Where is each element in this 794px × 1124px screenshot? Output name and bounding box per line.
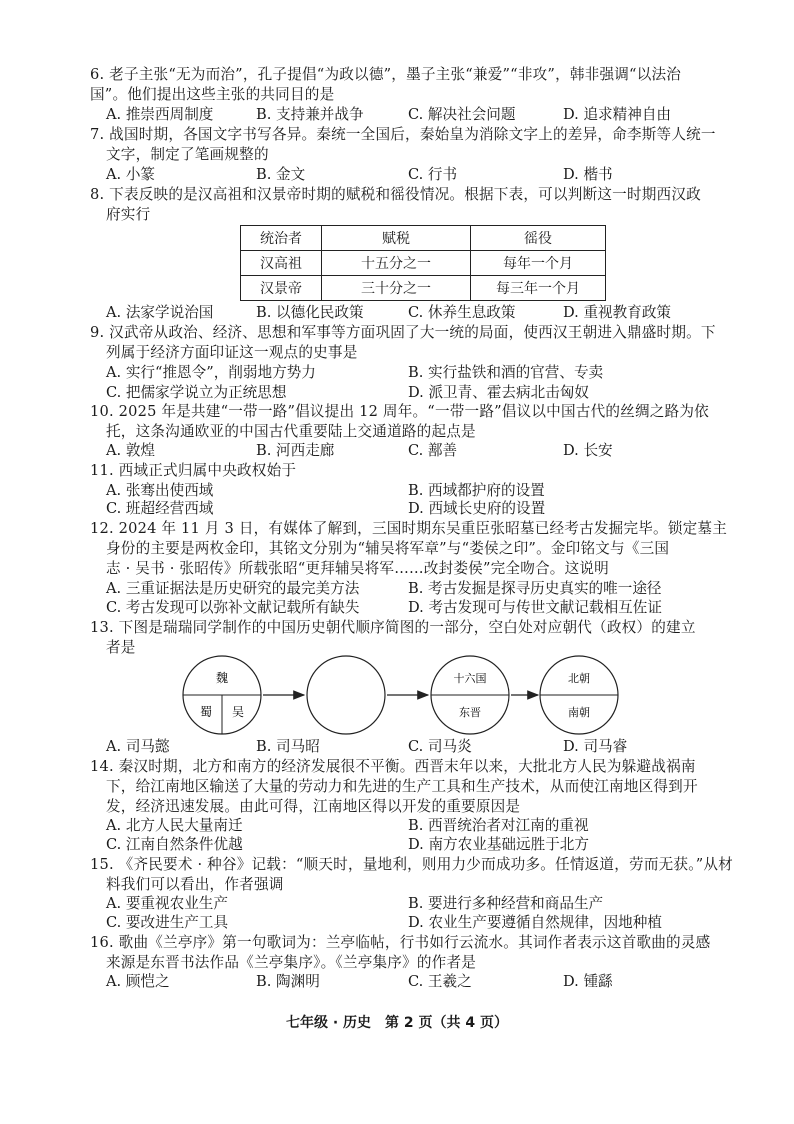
q10-option-c: C. 鄯善 — [408, 442, 458, 459]
q11-stem-line-1: 11. 西域正式归属中央政权始于 — [90, 462, 297, 479]
table-header-cell: 赋税 — [322, 226, 471, 251]
table-header-row — [241, 226, 606, 251]
q15-stem-line-1: 15. 《齐民要术 · 种谷》记载：“顺天时，量地利，则用力少而成功多。任情返道，劳而无获。”从材 — [90, 856, 733, 873]
q13-stem-line-1: 13. 下图是瑞瑞同学制作的中国历史朝代顺序简图的一部分，空白处对应朝代（政权）的建立 — [90, 619, 696, 636]
q15-option-a: A. 要重视农业生产 — [106, 895, 228, 912]
q14-option-a: A. 北方人民大量南迁 — [106, 817, 243, 834]
q16-option-c: C. 王羲之 — [408, 973, 472, 990]
label-eastern-jin: 东晋 — [459, 706, 481, 719]
q6-option-d: D. 追求精神自由 — [563, 106, 672, 123]
table-cell: 汉高祖 — [241, 251, 322, 276]
label-northern-dynasties: 北朝 — [568, 672, 590, 685]
q14-stem-line-1: 14. 秦汉时期，北方和南方的经济发展很不平衡。西晋末年以来，大批北方人民为躲避战祸南 — [90, 758, 696, 775]
q9-option-a: A. 实行“推恩令”，削弱地方势力 — [106, 364, 316, 381]
q9-stem-line-2: 列属于经济方面印证这一观点的史事是 — [106, 344, 358, 361]
q8-option-d: D. 重视教育政策 — [563, 304, 672, 321]
table-cell: 三十分之一 — [322, 276, 471, 301]
q11-option-a: A. 张骞出使西域 — [106, 482, 214, 499]
label-southern-dynasties: 南朝 — [568, 706, 590, 719]
q13-stem-line-2: 者是 — [106, 639, 136, 656]
q8-option-a: A. 法家学说治国 — [106, 304, 214, 321]
q14-stem-line-2: 下，给江南地区输送了大量的劳动力和先进的生产工具和生产技术，从而使江南地区得到开 — [106, 778, 698, 795]
q13-option-d: D. 司马睿 — [563, 738, 628, 755]
q16-option-a: A. 顾恺之 — [106, 973, 170, 990]
q6-option-c: C. 解决社会问题 — [408, 106, 516, 123]
circle-blank — [307, 656, 385, 734]
q10-stem-line-2: 托，这条沟通欧亚的中国古代重要陆上交通道路的起点是 — [106, 423, 476, 440]
q14-stem-line-3: 发，经济迅速发展。由此可得，江南地区得以开发的重要原因是 — [106, 798, 521, 815]
q9-option-c: C. 把儒家学说立为正统思想 — [106, 384, 287, 401]
q12-option-c: C. 考古发现可以弥补文献记载所有缺失 — [106, 599, 360, 616]
q10-option-a: A. 敦煌 — [106, 442, 156, 459]
label-wu: 吴 — [231, 705, 245, 719]
q6-stem-line-2: 国”。他们提出这些主张的共同目的是 — [90, 86, 335, 103]
q10-option-b: B. 河西走廊 — [256, 442, 335, 459]
table-header-cell: 徭役 — [471, 226, 606, 251]
q13-option-c: C. 司马炎 — [408, 738, 472, 755]
circle-three-kingdoms — [183, 656, 261, 734]
q10-option-d: D. 长安 — [563, 442, 613, 459]
q8-option-b: B. 以德化民政策 — [256, 304, 364, 321]
q8-option-c: C. 休养生息政策 — [408, 304, 516, 321]
q15-option-c: C. 要改进生产工具 — [106, 914, 229, 931]
q7-option-d: D. 楷书 — [563, 166, 613, 183]
q11-option-c: C. 班超经营西域 — [106, 500, 214, 517]
q9-option-b: B. 实行盐铁和酒的官营、专卖 — [408, 364, 604, 381]
table-header-cell: 统治者 — [241, 226, 322, 251]
q9-stem-line-1: 9. 汉武帝从政治、经济、思想和军事等方面巩固了大一统的局面，使西汉王朝进入鼎盛时期。下 — [90, 324, 716, 341]
q15-stem-line-2: 料我们可以看出，作者强调 — [106, 876, 284, 893]
q15-option-b: B. 要进行多种经营和商品生产 — [408, 895, 604, 912]
q6-option-b: B. 支持兼并战争 — [256, 106, 364, 123]
q12-stem-line-2: 身份的主要是两枚金印，其铭文分别为“辅吴将军章”与“娄侯之印”。金印铭文与《三国 — [106, 540, 670, 557]
q12-stem-line-1: 12. 2024 年 11 月 3 日，有媒体了解到，三国时期东吴重臣张昭墓已经考古发掘完毕。锁定墓主 — [90, 520, 728, 537]
q10-stem-line-1: 10. 2025 年是共建“一带一路”倡议提出 12 周年。“一带一路”倡议以中国古代的丝绸之路为依 — [90, 403, 709, 420]
q7-option-c: C. 行书 — [408, 166, 458, 183]
q12-option-d: D. 考古发现可与传世文献记载相互佐证 — [408, 599, 662, 616]
q7-option-b: B. 金文 — [256, 166, 306, 183]
q16-option-b: B. 陶渊明 — [256, 973, 320, 990]
q6-option-a: A. 推崇西周制度 — [106, 106, 214, 123]
q13-option-b: B. 司马昭 — [256, 738, 320, 755]
q11-option-b: B. 西域都护府的设置 — [408, 482, 545, 499]
table-cell: 每三年一个月 — [471, 276, 606, 301]
q6-stem-line-1: 6. 老子主张“无为而治”，孔子提倡“为政以德”，墨子主张“兼爱”“非攻”，韩非强调“以法治 — [90, 66, 682, 83]
q16-stem-line-1: 16. 歌曲《兰亭序》第一句歌词为：兰亭临帖，行书如行云流水。其词作者表示这首歌曲的灵感 — [90, 934, 711, 951]
label-wei: 魏 — [215, 671, 229, 685]
table-cell: 十五分之一 — [322, 251, 471, 276]
page-footer: 七年级 · 历史 第 2 页（共 4 页） — [285, 1015, 509, 1031]
tax-corvee-table — [240, 225, 606, 301]
table-cell: 汉景帝 — [241, 276, 322, 301]
q9-option-d: D. 派卫青、霍去病北击匈奴 — [408, 384, 589, 401]
q15-option-d: D. 农业生产要遵循自然规律，因地种植 — [408, 914, 662, 931]
q14-option-c: C. 江南自然条件优越 — [106, 836, 243, 853]
q7-option-a: A. 小篆 — [106, 166, 156, 183]
label-sixteen-kingdoms: 十六国 — [453, 672, 487, 685]
q14-option-d: D. 南方农业基础远胜于北方 — [408, 836, 589, 853]
q16-stem-line-2: 来源是东晋书法作品《兰亭集序》。《兰亭集序》的作者是 — [106, 954, 477, 971]
table-row — [241, 251, 606, 276]
q13-option-a: A. 司马懿 — [106, 738, 170, 755]
q7-stem-line-1: 7. 战国时期，各国文字书写各异。秦统一全国后，秦始皇为消除文字上的差异，命李斯等人统一 — [90, 126, 716, 143]
q12-stem-line-3: 志 · 吴书 · 张昭传》所载张昭“更拜辅吴将军……改封娄侯”完全吻合。这说明 — [106, 560, 609, 577]
table-row — [241, 276, 606, 301]
q11-option-d: D. 西域长史府的设置 — [408, 500, 546, 517]
circle-northern-southern-dynasties — [540, 656, 618, 734]
q12-option-a: A. 三重证据法是历史研究的最完美方法 — [106, 580, 360, 597]
q14-option-b: B. 西晋统治者对江南的重视 — [408, 817, 589, 834]
circle-sixteen-kingdoms-eastern-jin — [431, 656, 509, 734]
q12-option-b: B. 考古发掘是探寻历史真实的唯一途径 — [408, 580, 662, 597]
q8-stem-line-1: 8. 下表反映的是汉高祖和汉景帝时期的赋税和徭役情况。根据下表，可以判断这一时期西汉政 — [90, 186, 701, 203]
label-shu: 蜀 — [199, 705, 213, 719]
q7-stem-line-2: 文字，制定了笔画规整的 — [106, 146, 269, 163]
dynasty-sequence-diagram — [180, 654, 620, 738]
q8-stem-line-2: 府实行 — [106, 206, 151, 223]
q16-option-d: D. 锺繇 — [563, 973, 613, 990]
table-cell: 每年一个月 — [471, 251, 606, 276]
